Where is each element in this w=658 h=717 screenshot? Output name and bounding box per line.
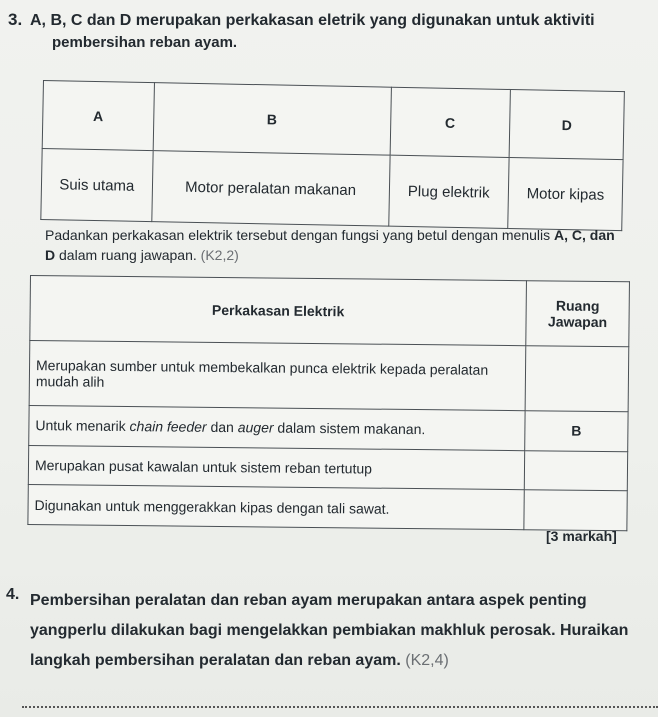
equipment-table — [40, 80, 625, 231]
question-3-line1: A, B, C dan D merupakan perkakasan eletrik yang digunakan untuk aktiviti — [30, 12, 595, 29]
row-2-text-before: Untuk menarik — [35, 417, 130, 435]
col-header-function: Perkakasan Elektrik — [30, 276, 527, 346]
question-4-text — [30, 586, 630, 676]
question-4-number: 4. — [6, 586, 20, 603]
answer-dotted-line[interactable] — [22, 706, 658, 708]
header-b: B — [153, 83, 391, 156]
header-a: A — [42, 81, 154, 151]
question-3-number: 3. — [8, 10, 23, 29]
answer-field-2[interactable]: B — [525, 411, 628, 452]
function-row-2 — [29, 406, 525, 451]
function-row-1: Merupakan sumber untuk membekalkan punca elektrik kepada peralatan mudah alih — [29, 341, 526, 411]
cell-d: Motor kipas — [508, 158, 623, 231]
question-3-line2: pembersihan reban ayam. — [52, 34, 238, 51]
instruction-part1: Padankan perkakasan elektrik tersebut dengan fungsi yang betul dengan menulis — [45, 227, 551, 243]
answer-field-3[interactable] — [524, 450, 627, 491]
question-3-text — [30, 10, 640, 54]
row-2-italic-2: auger — [237, 419, 274, 436]
function-row-4: Digunakan untuk menggerakkan kipas dengan tali sawat. — [28, 485, 524, 530]
cell-b: Motor peralatan makanan — [151, 151, 389, 226]
instruction-bold: A, C, dan D — [45, 227, 615, 263]
row-2-italic-1: chain feeder — [129, 418, 207, 436]
instruction-part2: dalam ruang jawapan. — [59, 247, 197, 263]
answer-field-1[interactable] — [525, 346, 629, 412]
question-4-body: Pembersihan peralatan dan reban ayam merupakan antara aspek penting yangperlu dilakukan bagi mengelakkan pembiakan makhluk perosak. Huraikan langkah pembersihan peralatan dan reban ayam. — [30, 592, 629, 669]
instruction-ref: (K2,2) — [200, 247, 239, 263]
header-c: C — [390, 87, 511, 157]
row-2-text-after: dalam sistem makanan. — [273, 419, 426, 438]
cell-c: Plug elektrik — [388, 155, 509, 228]
row-2-text-middle: dan — [206, 419, 238, 436]
answer-field-4[interactable] — [524, 490, 627, 531]
header-d: D — [509, 89, 624, 159]
cell-a: Suis utama — [41, 149, 153, 222]
question-4-ref: (K2,4) — [405, 652, 449, 669]
marks-label: [3 markah] — [546, 528, 617, 544]
col-header-answer: Ruang Jawapan — [526, 281, 630, 347]
matching-table — [27, 275, 630, 531]
function-row-3: Merupakan pusat kawalan untuk sistem reban tertutup — [28, 445, 524, 490]
instruction-text — [45, 225, 615, 265]
